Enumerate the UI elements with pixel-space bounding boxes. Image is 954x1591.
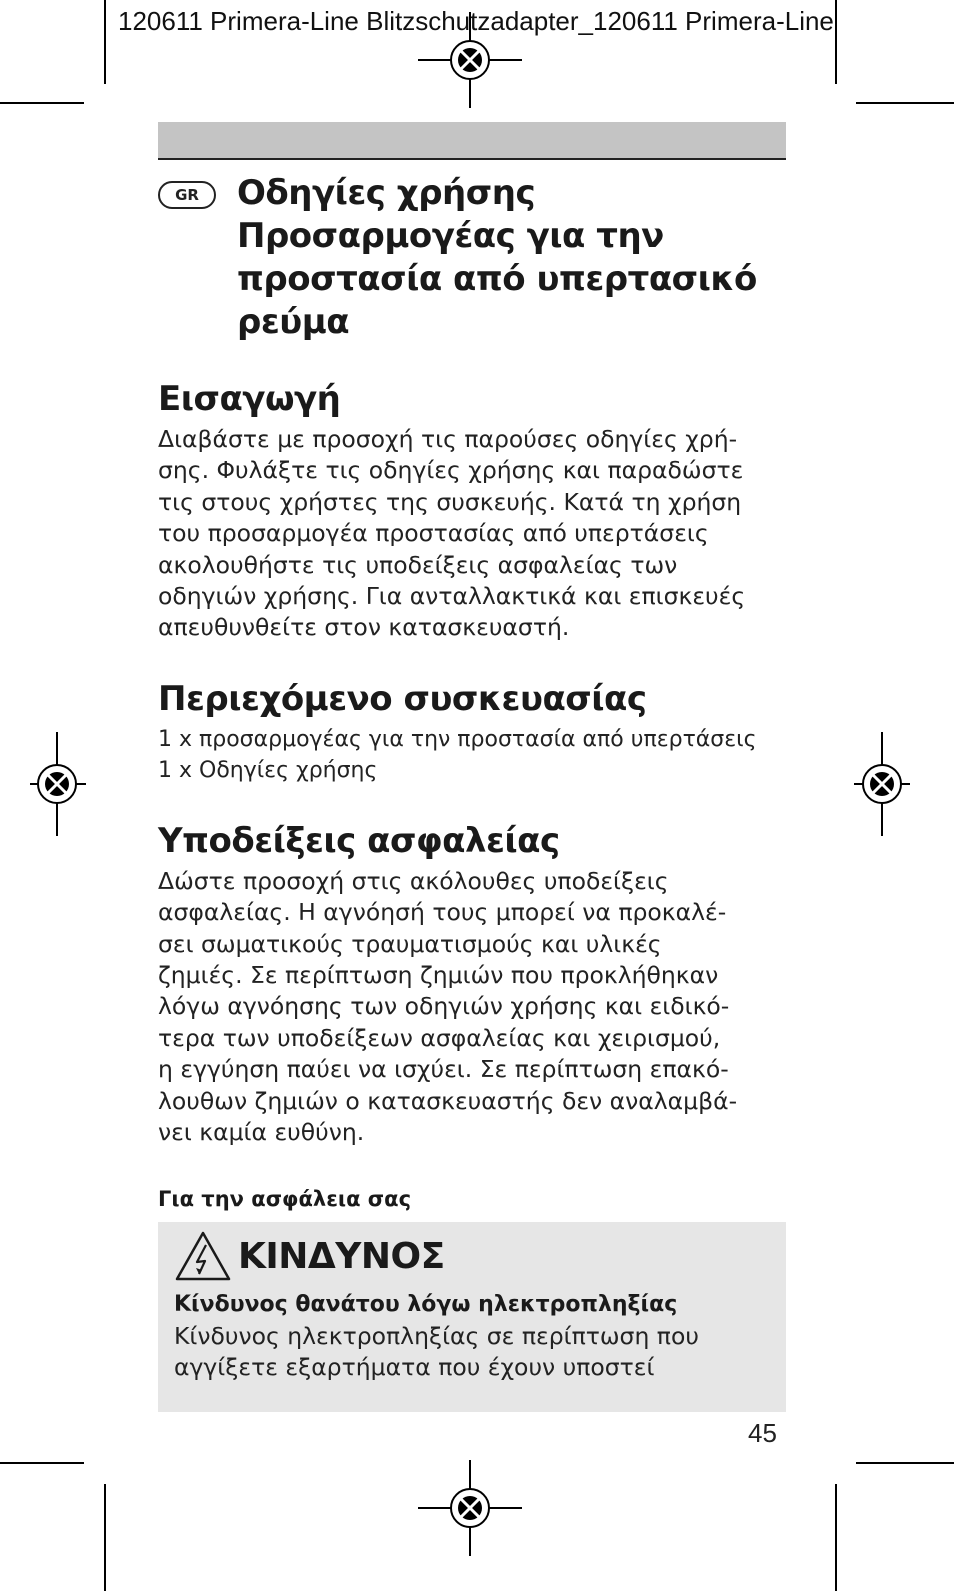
crop-mark-top-right-v bbox=[835, 0, 837, 84]
list-item: 1 x προσαρμογέας για την προστασία από υπερτάσεις bbox=[158, 726, 757, 752]
danger-subtitle: Κίνδυνος θανάτου λόγω ηλεκτροπληξίας bbox=[174, 1292, 678, 1317]
title-line: ρεύμα bbox=[237, 302, 350, 342]
danger-header bbox=[174, 1230, 445, 1282]
text-line: σης. Φυλάξτε τις οδηγίες χρήσης και παραδώστε bbox=[158, 456, 744, 485]
danger-label: ΚΙΝΔΥΝΟΣ bbox=[238, 1235, 445, 1277]
text-line: Διαβάστε με προσοχή τις παρούσες οδηγίες χρή- bbox=[158, 425, 738, 453]
text-line: αγγίξετε εξαρτήματα που έχουν υποστεί bbox=[174, 1353, 655, 1382]
text-line: νει καμία ευθύνη. bbox=[158, 1118, 365, 1147]
crop-mark-top-left-v bbox=[104, 0, 106, 84]
safety-subheading: Για την ασφάλεια σας bbox=[158, 1186, 412, 1211]
text-line: του προσαρμογέα προστασίας από υπερτάσεις bbox=[158, 519, 709, 548]
text-line: οδηγιών χρήσης. Για ανταλλακτικά και επισκευές bbox=[158, 582, 746, 611]
package-section bbox=[158, 674, 788, 786]
registration-mark-left-icon bbox=[30, 732, 86, 836]
title-line: Οδηγίες χρήσης bbox=[237, 173, 536, 213]
registration-mark-top-icon bbox=[418, 12, 522, 108]
text-line: τερα των υποδείξεων ασφαλείας και χειρισμού, bbox=[158, 1023, 721, 1052]
safety-paragraph bbox=[158, 866, 788, 1149]
intro-section bbox=[158, 374, 788, 644]
safety-section bbox=[158, 816, 788, 1219]
intro-paragraph bbox=[158, 424, 788, 644]
page-number: 45 bbox=[748, 1418, 777, 1448]
title-line: προστασία από υπερτασικό bbox=[237, 259, 757, 299]
text-line: ασφαλείας. Η αγνόησή τους μπορεί να προκαλέ- bbox=[158, 898, 727, 927]
crop-mark-bottom-right-v bbox=[835, 1484, 837, 1591]
header-bar bbox=[158, 122, 786, 160]
content-column bbox=[158, 374, 788, 1219]
text-line: απευθυνθείτε στον κατασκευαστή. bbox=[158, 613, 570, 642]
text-line: Κίνδυνος ηλεκτροπληξίας σε περίπτωση που bbox=[174, 1322, 699, 1350]
document-title bbox=[237, 172, 797, 344]
danger-text bbox=[174, 1321, 699, 1384]
text-line: η εγγύηση παύει να ισχύει. Σε περίπτωση επακό- bbox=[158, 1055, 729, 1084]
text-line: λόγω αγνόησης των οδηγιών χρήσης και ειδικό- bbox=[158, 992, 730, 1021]
safety-heading: Υποδείξεις ασφαλείας bbox=[158, 820, 560, 861]
title-line: Προσαρμογέας για την bbox=[237, 216, 664, 256]
print-slug-line: 120611 Primera-Line Blitzschutzadapter_120611 Primera-Line bbox=[118, 6, 834, 36]
text-line: λουθων ζημιών ο κατασκευαστής δεν αναλαμβά- bbox=[158, 1086, 738, 1115]
crop-mark-bottom-right-h bbox=[856, 1462, 954, 1464]
crop-mark-top-left-h bbox=[0, 102, 84, 104]
registration-mark-bottom-icon bbox=[418, 1460, 522, 1556]
intro-heading: Εισαγωγή bbox=[158, 379, 341, 419]
crop-mark-bottom-left-v bbox=[104, 1484, 106, 1591]
danger-notice bbox=[158, 1222, 786, 1412]
text-line: ζημιές. Σε περίπτωση ζημιών που προκλήθηκαν bbox=[158, 961, 719, 990]
electric-hazard-triangle-icon bbox=[174, 1230, 232, 1282]
text-line: ακολουθήστε τις υποδείξεις ασφαλείας των bbox=[158, 550, 678, 579]
package-list bbox=[158, 724, 788, 786]
text-line: τις στους χρήστες της συσκευής. Κατά τη χρήση bbox=[158, 487, 742, 516]
package-heading: Περιεχόμενο συσκευασίας bbox=[158, 678, 647, 719]
crop-mark-top-right-h bbox=[856, 102, 954, 104]
text-line: Δώστε προσοχή στις ακόλουθες υποδείξεις bbox=[158, 866, 669, 895]
registration-mark-right-icon bbox=[854, 732, 910, 836]
language-badge: GR bbox=[158, 181, 216, 209]
list-item: 1 x Οδηγίες χρήσης bbox=[158, 757, 378, 783]
crop-mark-bottom-left-h bbox=[0, 1462, 84, 1464]
text-line: σει σωματικούς τραυματισμούς και υλικές bbox=[158, 929, 662, 958]
